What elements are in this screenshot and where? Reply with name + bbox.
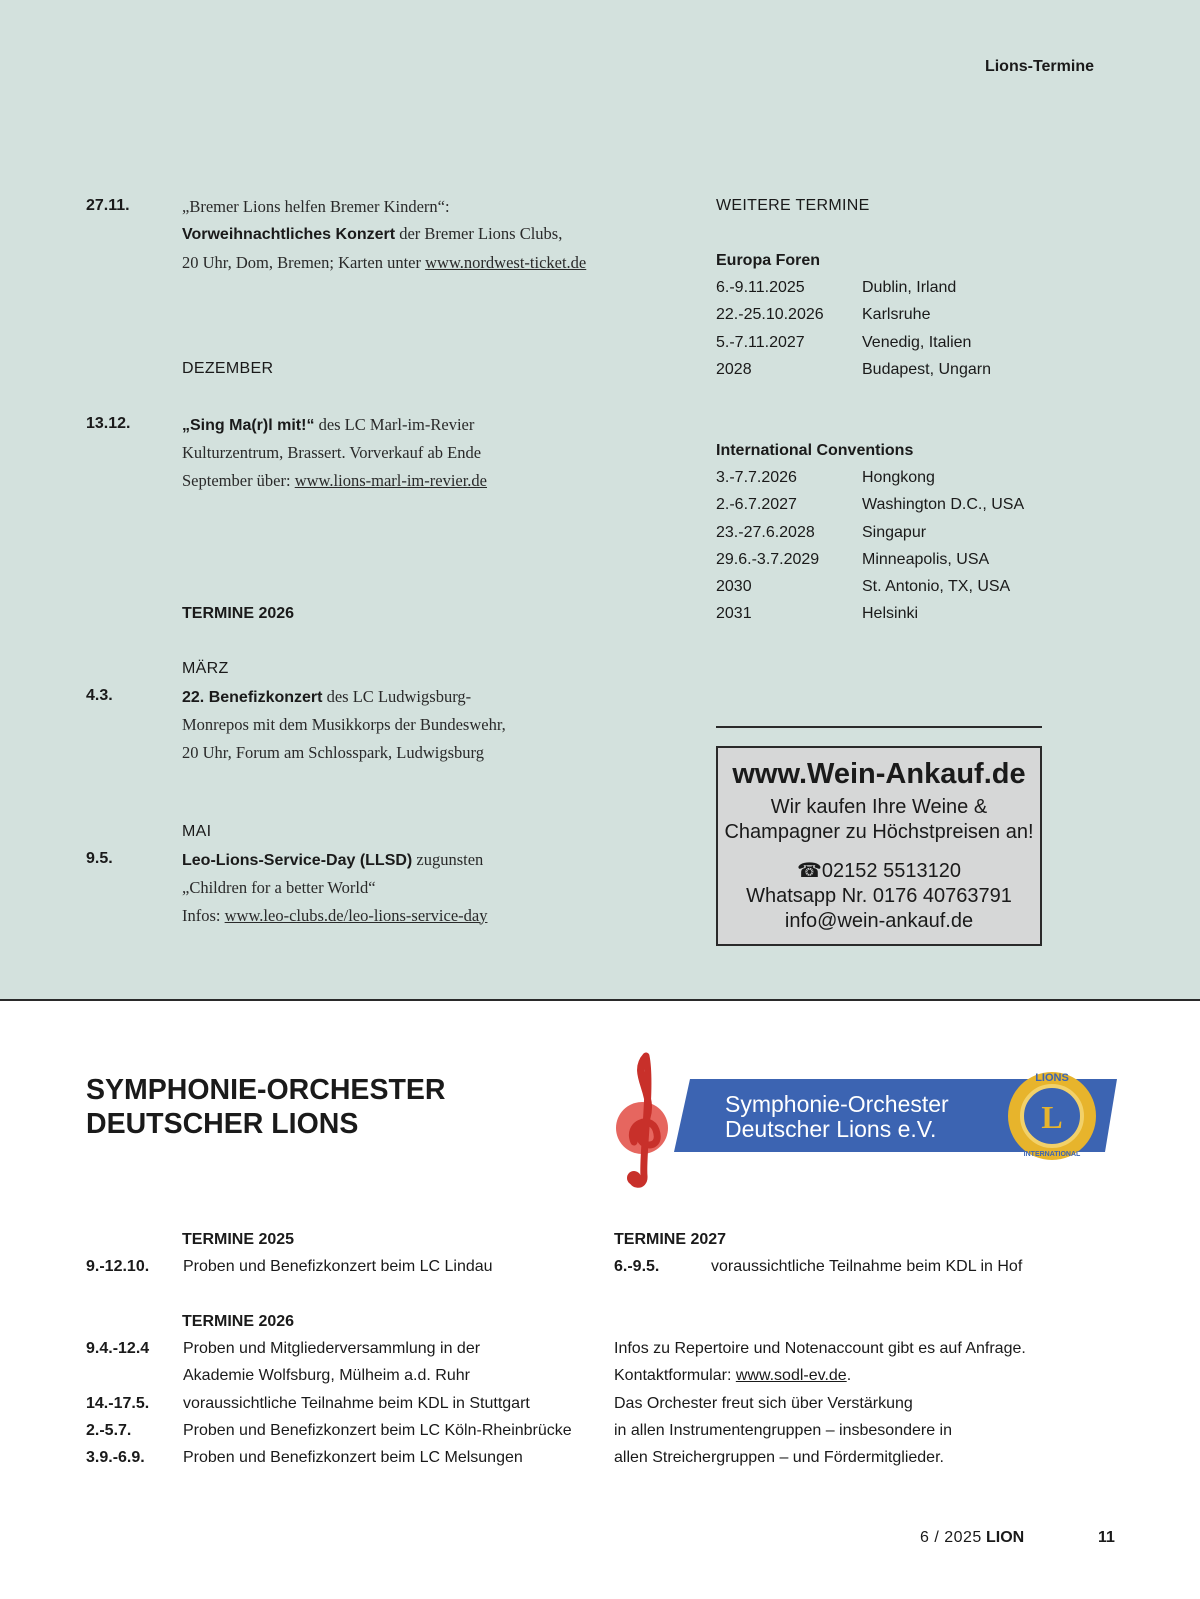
termine-2026-heading: TERMINE 2026 (182, 605, 295, 622)
list-item (716, 491, 1024, 518)
event-text-line: „Children for a better World“ (182, 878, 376, 898)
event-title: Leo-Lions-Service-Day (LLSD) (182, 852, 413, 869)
emblem-top-text: LIONS (1035, 1072, 1069, 1084)
date: 6.-9.5. (614, 1258, 660, 1275)
date: 22.-25.10.2026 (716, 306, 824, 324)
wine-ad[interactable] (716, 746, 1042, 946)
event: Akademie Wolfsburg, Mülheim a.d. Ruhr (183, 1367, 470, 1385)
event-text-rest: des LC Marl-im-Revier (314, 415, 475, 434)
event-quote: „Bremer Lions helfen Bremer Kindern“: (182, 197, 450, 216)
place: Washington D.C., USA (862, 496, 1025, 514)
place: Singapur (862, 523, 927, 541)
list-item (86, 1362, 572, 1389)
orchestra-title-line: DEUTSCHER LIONS (86, 1108, 359, 1140)
orchestra-title (86, 1073, 445, 1141)
orchestra-info (614, 1335, 1026, 1471)
event-text-line: 20 Uhr, Dom, Bremen; Karten unter (182, 252, 426, 272)
event-title: 22. Benefizkonzert (182, 689, 323, 706)
emblem-bottom-text: INTERNATIONAL (1023, 1151, 1081, 1158)
event-text (182, 683, 506, 766)
emblem-letter: L (1041, 1099, 1063, 1135)
date: 9.4.-12.4 (86, 1340, 150, 1357)
contact-link[interactable]: www.sodl-ev.de (735, 1367, 847, 1385)
date: 3.-7.7.2026 (716, 469, 797, 486)
ad-phone: ☎02152 5513120 (797, 860, 961, 882)
place: Budapest, Ungarn (862, 360, 991, 378)
list-item (716, 600, 1024, 627)
date: 23.-27.6.2028 (716, 523, 815, 541)
event: voraussichtliche Teilnahme beim KDL in Hof (711, 1258, 1023, 1275)
event: Proben und Benefizkonzert beim LC Melsungen (183, 1449, 523, 1467)
list-item (614, 1253, 1022, 1280)
month-heading: MAI (182, 823, 212, 840)
leo-link[interactable]: www.leo-clubs.de/leo-lions-service-day (224, 905, 488, 925)
info-line: Kontaktformular: (614, 1367, 736, 1385)
ad-line: Champagner zu Höchstpreisen an! (724, 821, 1034, 843)
orchestra-termine-2026-heading: TERMINE 2026 (182, 1313, 295, 1330)
event-text (182, 193, 586, 276)
place: Dublin, Irland (862, 279, 957, 296)
event-text-line: September über: (182, 470, 295, 490)
event-text-rest: zugunsten (412, 850, 484, 869)
ad-email: info@wein-ankauf.de (784, 910, 974, 932)
club-link[interactable]: www.lions-marl-im-revier.de (294, 470, 488, 490)
orchestra-termine-2027-heading: TERMINE 2027 (614, 1231, 727, 1248)
ad-line: Wir kaufen Ihre Weine & (770, 796, 988, 818)
europa-foren-list (716, 274, 991, 383)
place: Karlsruhe (862, 306, 931, 324)
date: 3.9.-6.9. (86, 1449, 145, 1467)
date: 29.6.-3.7.2029 (716, 550, 820, 568)
lions-emblem-icon (1008, 1072, 1096, 1160)
month-heading: DEZEMBER (182, 360, 274, 377)
date: 9.-12.10. (86, 1258, 150, 1275)
date: 2031 (716, 605, 752, 623)
list-item (86, 1335, 572, 1362)
event-text (182, 411, 487, 494)
event: Proben und Benefizkonzert beim LC Köln-Rheinbrücke (183, 1421, 572, 1439)
date: 2028 (716, 360, 752, 378)
conventions-heading: International Conventions (716, 442, 914, 459)
orchestra-title-line: SYMPHONIE-ORCHESTER (86, 1074, 446, 1106)
event-text-line: Monrepos mit dem Musikkorps der Bundeswehr, (182, 715, 506, 735)
list-item (86, 1444, 572, 1471)
event-text-line: 20 Uhr, Forum am Schlosspark, Ludwigsburg (182, 742, 484, 762)
date: 5.-7.11.2027 (716, 333, 805, 351)
ad-top-rule (716, 726, 1042, 728)
event-date: 13.12. (86, 415, 131, 432)
ticket-link[interactable]: www.nordwest-ticket.de (425, 252, 587, 272)
place: Venedig, Italien (862, 333, 972, 351)
info-line: Das Orchester freut sich über Verstärkung (614, 1394, 913, 1412)
orchestra-termine-2025-heading: TERMINE 2025 (182, 1231, 295, 1248)
list-item (86, 1417, 572, 1444)
list-item (716, 329, 991, 356)
europa-foren-heading: Europa Foren (716, 252, 821, 269)
event-text (182, 846, 487, 929)
event: Proben und Benefizkonzert beim LC Lindau (183, 1258, 493, 1275)
place: St. Antonio, TX, USA (862, 578, 1011, 596)
info-line: allen Streichergruppen – und Fördermitglieder. (614, 1449, 944, 1467)
date: 6.-9.11.2025 (716, 279, 805, 296)
event-title: „Sing Ma(r)l mit!“ (182, 417, 315, 434)
list-item (716, 356, 991, 383)
weitere-termine-title: WEITERE TERMINE (716, 197, 870, 214)
place: Helsinki (862, 605, 919, 623)
list-item (716, 546, 1024, 573)
event-text-line: Kulturzentrum, Brassert. Vorverkauf ab Ende (182, 443, 482, 463)
orchestra-2027-list (614, 1253, 1022, 1280)
event-title: Vorweihnachtliches Konzert (182, 226, 396, 244)
ad-url[interactable]: www.Wein-Ankauf.de (732, 758, 1026, 790)
info-line-end: . (846, 1367, 852, 1385)
issue-number: 6 / 2025 (920, 1529, 982, 1546)
ad-whatsapp: Whatsapp Nr. 0176 40763791 (746, 885, 1012, 907)
list-item (716, 274, 991, 301)
list-item (86, 1253, 493, 1280)
list-item (716, 464, 1024, 491)
conventions-list (716, 464, 1024, 628)
orchestra-logo (612, 1046, 1117, 1206)
event: voraussichtliche Teilnahme beim KDL in Stuttgart (183, 1394, 530, 1412)
list-item (716, 573, 1024, 600)
info-line: in allen Instrumentengruppen – insbesondere in (614, 1421, 953, 1439)
event-text-line: Infos: (182, 905, 225, 925)
list-item (716, 519, 1024, 546)
list-item (86, 1390, 572, 1417)
logo-text-line2: Deutscher Lions e.V. (725, 1116, 937, 1142)
magazine-brand: LION (986, 1529, 1025, 1546)
event: Proben und Mitgliederversammlung in der (183, 1340, 481, 1357)
date: 2.-5.7. (86, 1421, 132, 1439)
date: 14.-17.5. (86, 1394, 150, 1412)
event-date: 9.5. (86, 850, 113, 867)
treble-clef-icon (616, 1056, 668, 1185)
place: Hongkong (862, 469, 935, 486)
orchestra-2025-list (86, 1253, 493, 1280)
date (86, 1362, 183, 1389)
page-number: 11 (1098, 1529, 1115, 1546)
list-item (716, 301, 991, 328)
event-date: 27.11. (86, 197, 130, 214)
orchestra-logo-graphic (612, 1046, 1117, 1206)
date: 2.-6.7.2027 (716, 496, 797, 514)
orchestra-2026-list (86, 1335, 572, 1471)
month-heading: MÄRZ (182, 660, 229, 677)
info-line: Infos zu Repertoire und Notenaccount gibt es auf Anfrage. (614, 1340, 1026, 1357)
logo-text-line1: Symphonie-Orchester (725, 1091, 949, 1117)
date: 2030 (716, 578, 752, 596)
event-text-rest: des LC Ludwigsburg- (322, 687, 472, 706)
event-text-rest: der Bremer Lions Clubs, (395, 224, 563, 244)
section-divider (0, 999, 1200, 1001)
place: Minneapolis, USA (862, 550, 990, 568)
event-date: 4.3. (86, 687, 113, 704)
section-label: Lions-Termine (984, 58, 1094, 75)
